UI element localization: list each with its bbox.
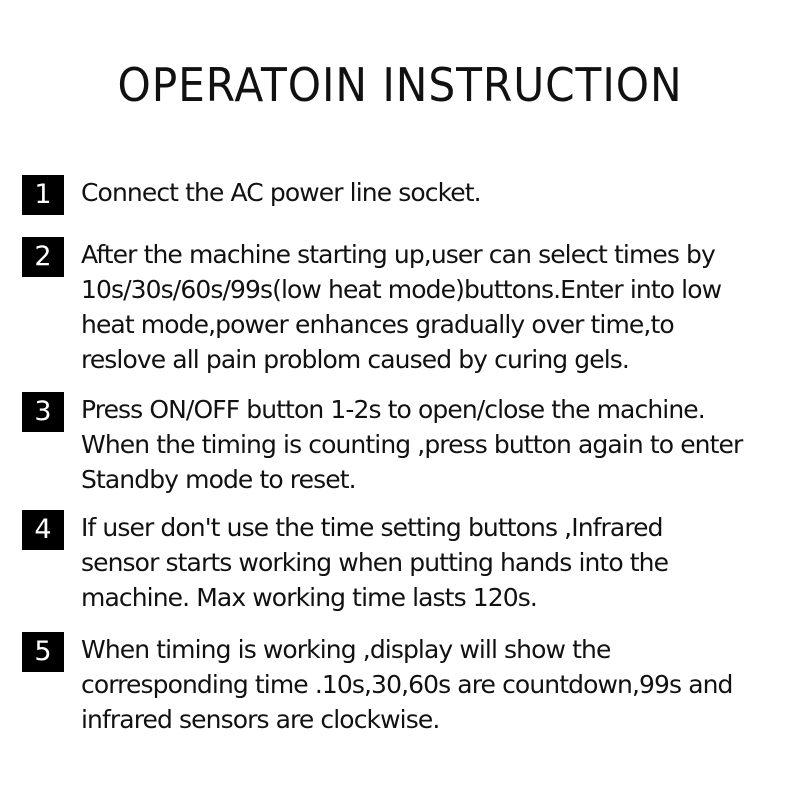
step-number-badge: 1: [22, 175, 64, 215]
step-number-badge: 5: [22, 632, 64, 672]
step-text-line: When the timing is counting ,press button again to enter: [81, 430, 743, 459]
step-text-line: corresponding time .10s,30,60s are countdown,99s and: [81, 670, 733, 699]
step-text-line: If user don't use the time setting buttons ,Infrared: [81, 513, 663, 542]
step-text-line: sensor starts working when putting hands into the: [81, 548, 669, 577]
step-number-badge: 3: [22, 392, 64, 432]
step-text: [81, 237, 793, 377]
step-number-badge: 4: [22, 510, 64, 550]
step-text-line: reslove all pain problom caused by curing gels.: [81, 345, 629, 374]
step-text: [81, 175, 793, 210]
step-text: [81, 632, 793, 737]
step-number-badge: 2: [22, 237, 64, 277]
step-text-line: heat mode,power enhances gradually over time,to: [81, 310, 674, 339]
step-text-line: After the machine starting up,user can select times by: [81, 240, 715, 269]
step-text-line: Press ON/OFF button 1-2s to open/close the machine.: [81, 395, 705, 424]
page-title: OPERATOIN INSTRUCTION: [117, 58, 683, 112]
step-text-line: When timing is working ,display will show the: [81, 635, 611, 664]
step-text-line: Standby mode to reset.: [81, 465, 356, 494]
step-text-line: infrared sensors are clockwise.: [81, 705, 440, 734]
step-text-line: 10s/30s/60s/99s(low heat mode)buttons.Enter into low: [81, 275, 722, 304]
step-text: [81, 392, 793, 497]
step-text-line: machine. Max working time lasts 120s.: [81, 583, 537, 612]
step-text-line: Connect the AC power line socket.: [81, 178, 481, 207]
step-text: [81, 510, 793, 615]
